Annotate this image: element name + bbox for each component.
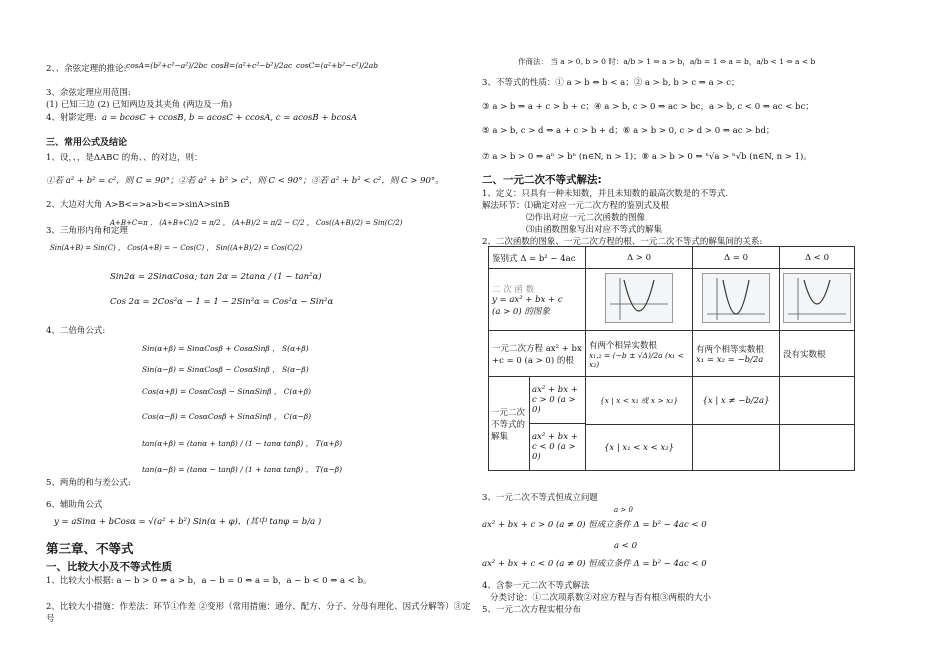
section3-title: 三、常用公式及结论 [46, 138, 128, 148]
sec2-title: 二、一元二次不等式解法: [482, 174, 602, 186]
sol-gt-negative [780, 377, 855, 425]
relation-table [488, 246, 855, 471]
s3-item3: 3、三角形内角和定理 [46, 226, 128, 236]
sec1-title: 一、比较大小及不等式性质 [46, 561, 172, 573]
double-angle-cos: Cos 2α = 2Cos²α − 1 = 1 − 2Sin²α = Cos²α − Sin²α [110, 297, 334, 307]
parabola-one-root-graph [702, 273, 770, 323]
ineq-lt-label: ax² + bx + c < 0 (a > 0) [532, 432, 578, 462]
table-row-equation [489, 331, 855, 377]
quotient-method: 作商法： 当 a > 0, b > 0 时：a/b > 1 ⇔ a > b，a/b = 1 ⇔ a = b，a/b < 1 ⇔ a < b [518, 57, 816, 66]
s3-item1-formula: ①若 a² + b² = c²，则 C = 90°；②若 a² + b² > c²，则 C < 90°；③若 a² + b² < c²，则 C > 90°。 [46, 176, 444, 186]
solution-step-2: ⑵作出对应一元二次函数的图像 [526, 213, 646, 223]
func-label-1: 二 次 函 数 [492, 284, 535, 295]
cosine-corollary-label: 2、、余弦定理的推论: [46, 64, 127, 74]
inequality-properties-line2: ③ a > b ⇒ a + c > b + c；④ a > b, c > 0 ⇒ ac > bc，a > b, c < 0 ⇒ ac < bc； [482, 102, 814, 112]
solution-steps-title: 解法环节：⑴确定对应一元二次方程的鉴别式及根 [482, 201, 670, 211]
func-label-cell [489, 269, 586, 331]
eq-positive-cell [586, 331, 693, 377]
s3-item3-formula1: A+B+C=π ， (A+B+C)/2 = π/2 ， (A+B)/2 = π/2 − C/2 ， Cos((A+B)/2) = Sin(C/2) [110, 219, 403, 227]
cosine-use-title: 3、余弦定理应用范围: [46, 88, 131, 98]
sum-formula-sin-minus: Sin(α−β) = SinαCosβ − CosαSinβ ， S(α−β) [142, 365, 309, 374]
col-disc-positive: Δ > 0 [586, 247, 693, 269]
func-label-2: y = ax² + bx + c [492, 294, 563, 305]
table-row-ineq-gt [489, 377, 855, 425]
s3-item3-formula2: Sin(A+B) = Sin(C) ， Cos(A+B) = − Cos(C) ， Sin((A+B)/2) = Cos(C/2) [50, 244, 303, 252]
graph-cell-negative [780, 269, 855, 331]
s3-item6: 6、辅助角公式 [46, 500, 103, 510]
s3-item1: 1、设，、，是ΔABC 的角、、的对边，则： [46, 153, 203, 163]
inequality-properties-line4: ⑦ a > b > 0 ⇒ aⁿ > bⁿ (n∈N, n > 1)；⑧ a > b > 0 ⇒ ⁿ√a > ⁿ√b (n∈N, n > 1)。 [482, 152, 812, 162]
cosine-use-items: (1) 已知三边 (2) 已知两边及其夹角 (两边及一角) [46, 100, 233, 110]
hold1: ax² + bx + c > 0 (a ≠ 0) 恒成立条件 Δ = b² − 4ac < 0 [482, 520, 707, 530]
projection-title: 4、射影定理: [46, 113, 97, 123]
sol-lt-positive: {x | x₁ < x < x₂} [586, 425, 693, 471]
eq-negative-cell: 没有实数根 [780, 331, 855, 377]
ineq-label-cell [489, 377, 586, 471]
col-disc-zero: Δ = 0 [693, 247, 780, 269]
definition-1: 1、定义：只具有一种未知数，并且未知数的最高次数是的不等式. [482, 189, 729, 199]
projection-formula: a = bcosC + ccosB, b = acosC + ccosA, c = acosB + bcosA [102, 113, 357, 123]
parabola-no-root-graph [783, 273, 851, 323]
s3-item5: 5、两角的和与差公式: [46, 478, 131, 488]
eq-zero-1: 有两个相等实数根 [696, 344, 765, 355]
sum-formula-tan-minus: tan(α−β) = (tanα − tanβ) / (1 + tanα tanβ) ， T(α−β) [142, 465, 343, 474]
ineq-label: 一元二次不等式的解集 [491, 407, 526, 442]
cosine-corollary-formula-a: cosA=(b²+c²−a²)/2bc [126, 61, 208, 70]
sol-lt-negative [780, 425, 855, 471]
eq-label-2: +c = 0 (a > 0) 的根 [492, 355, 574, 366]
graph-cell-positive [586, 269, 693, 331]
col-disc-negative: Δ < 0 [780, 247, 855, 269]
sum-formula-cos-minus: Cos(α−β) = CosαCosβ + SinαSinβ ， C(α−β) [142, 412, 312, 421]
ineq-gt-label: ax² + bx + c > 0 (a > 0) [530, 377, 585, 424]
eq-label-1: 一元二次方程 ax² + bx [492, 343, 582, 354]
chapter3-title: 第三章、不等式 [46, 541, 134, 556]
eq-zero-2: x₁ = x₂ = −b/2a [696, 354, 764, 365]
graph-cell-zero [693, 269, 780, 331]
sum-formula-sin-plus: Sin(α+β) = SinαCosβ + CosαSinβ ， S(α+β) [142, 344, 309, 353]
aux-angle-formula: y = aSinα + bCosα = √(a² + b²) Sin(α + φ)，(其中 tanφ = b/a ) [54, 517, 322, 527]
s3-item2: 2、大边对大角 A>B<=>a>b<=>sinA>sinB [46, 200, 230, 210]
compare-item1: 1、比较大小根据: a − b > 0 ⇔ a > b，a − b = 0 ⇔ a = b，a − b < 0 ⇔ a < b。 [46, 576, 372, 586]
hold1-cond-a: a > 0 [614, 506, 633, 514]
compare-item2: 2、比较大小措施：作差法：环节①作差 ②变形（常用措施：通分、配方、分子、分母有理化、因式分解等）③定 [46, 602, 471, 612]
sum-formula-tan-plus: tan(α+β) = (tanα + tanβ) / (1 − tanα tanβ) ， T(α+β) [142, 439, 343, 448]
eq-positive-2: x₁,₂ = (−b ± √Δ)/2a (x₁ < x₂) [589, 350, 684, 369]
sol-gt-positive: {x | x < x₁ 或 x > x₂} [586, 377, 693, 425]
s3-item4: 4、二倍角公式: [46, 326, 106, 336]
double-angle-sin-tan: Sin2α = 2SinαCosα; tan 2α = 2tanα / (1 − tan²α) [110, 272, 322, 282]
parabola-two-roots-graph [605, 273, 673, 323]
compare-item2-cont: 号 [46, 614, 55, 624]
disc-header: 鉴别式 Δ = b² − 4ac [489, 247, 586, 269]
cosine-corollary-formula-b: cosB=(a²+c²−b²)/2ac [211, 61, 293, 70]
param-desc: 分类讨论：①二次项系数②对应方程与否有根③两根的大小 [490, 593, 712, 603]
table-row-header [489, 247, 855, 269]
cosine-corollary-formula-c: cosC=(a²+b²−c²)/2ab [296, 61, 379, 70]
hold2: ax² + bx + c < 0 (a ≠ 0) 恒成立条件 Δ = b² − 4ac < 0 [482, 559, 707, 569]
table-row-graph [489, 269, 855, 331]
param-title: 4、含参一元二次不等式解法 [482, 581, 590, 591]
eq-positive-1: 有两个相异实数根 [589, 340, 658, 351]
sum-formula-cos-plus: Cos(α+β) = CosαCosβ − SinαSinβ ， C(α+β) [142, 387, 312, 396]
eq-zero-cell [693, 331, 780, 377]
relation-title: 2、二次函数的图象、一元二次方程的根、一元二次不等式的解集间的关系: [482, 237, 763, 247]
hold-title: 3、一元二次不等式恒成立问题 [482, 493, 598, 503]
inequality-properties-title: 3、不等式的性质：① a > b ⇔ b < a；② a > b, b > c ⇒ a > c； [482, 78, 740, 88]
solution-step-3: ⑶由函数图象写出对应不等式的解集 [526, 225, 663, 235]
sol-lt-zero [693, 425, 780, 471]
eq-label-cell [489, 331, 586, 377]
sol-gt-zero: {x | x ≠ −b/2a} [693, 377, 780, 425]
func-label-3: (a > 0) 的图象 [492, 306, 550, 317]
roots-distribution-title: 5、一元二次方程实根分布 [482, 605, 581, 615]
hold2-cond-a: a < 0 [614, 541, 638, 551]
inequality-properties-line3: ⑤ a > b, c > d ⇒ a + c > b + d；⑥ a > b > 0, c > d > 0 ⇒ ac > bd； [482, 126, 775, 136]
